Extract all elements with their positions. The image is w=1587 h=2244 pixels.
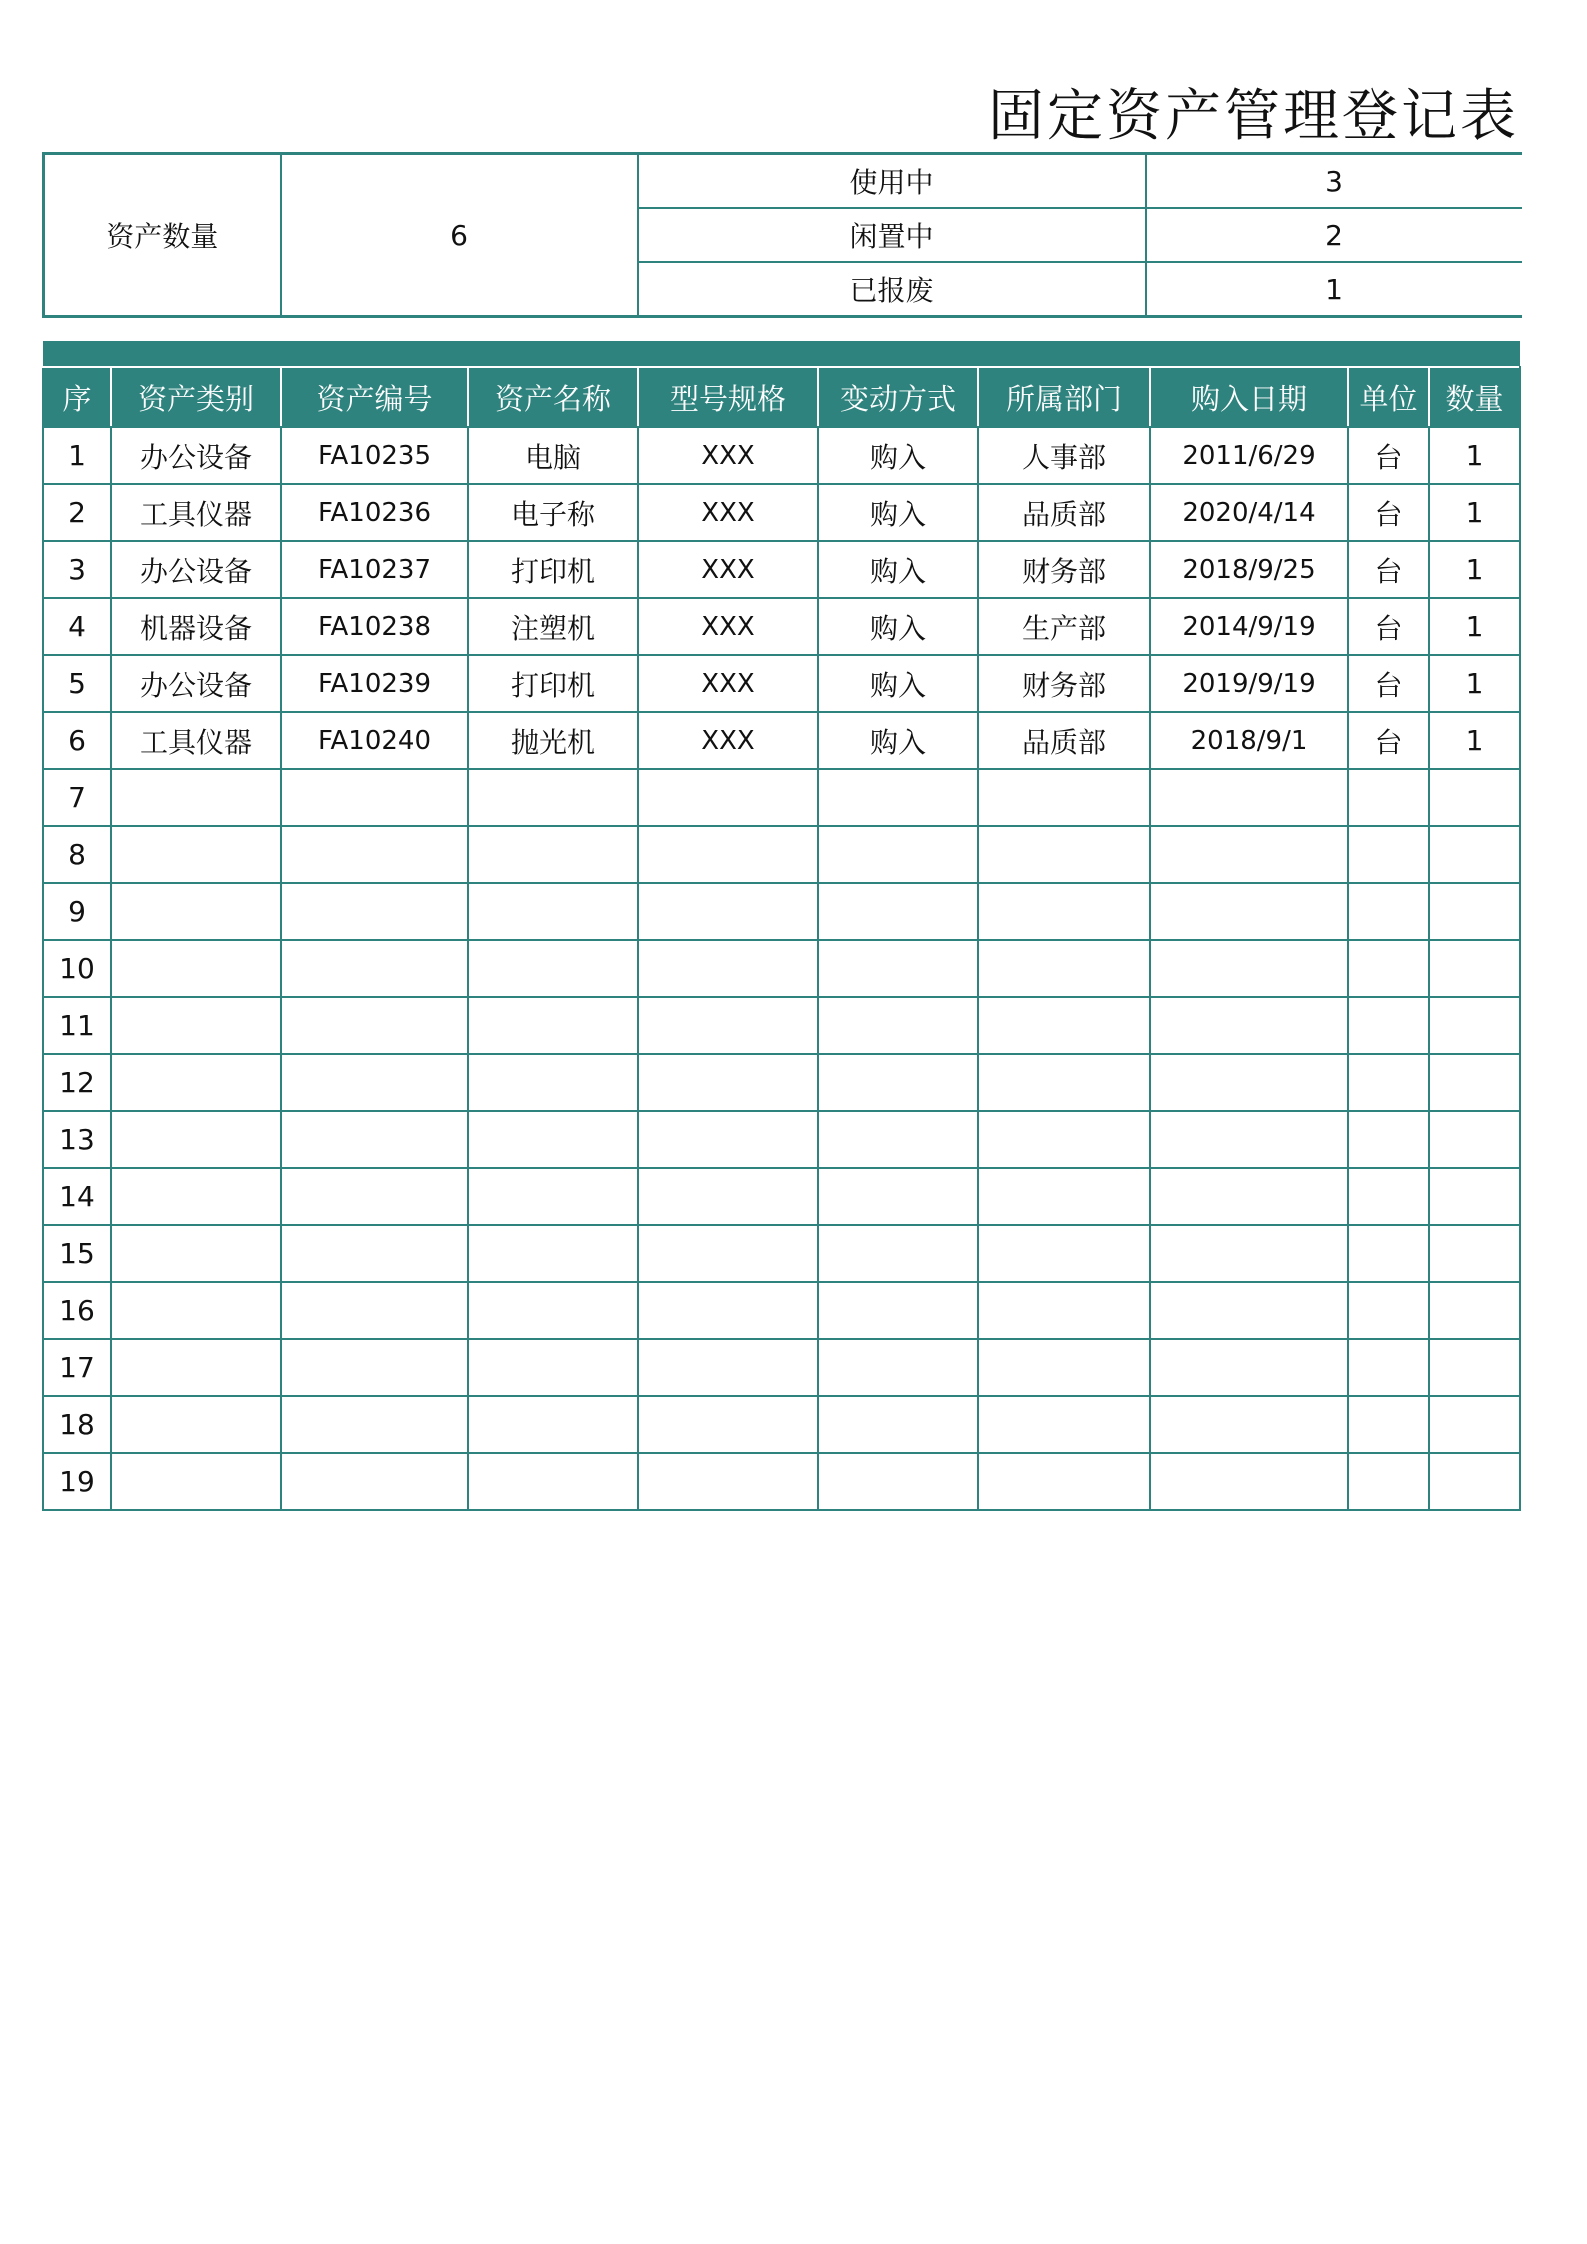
- cell-asset-id[interactable]: [281, 826, 468, 883]
- cell-asset-name[interactable]: [468, 883, 638, 940]
- cell-unit[interactable]: [1348, 769, 1429, 826]
- table-row: [43, 598, 1520, 655]
- cell-quantity[interactable]: 1: [1429, 655, 1520, 712]
- cell-index: 13: [43, 1111, 111, 1168]
- cell-purchase-date[interactable]: 2011/6/29: [1150, 427, 1348, 484]
- cell-category[interactable]: [111, 1453, 281, 1510]
- cell-quantity[interactable]: 1: [1429, 712, 1520, 769]
- cell-asset-name[interactable]: 打印机: [468, 655, 638, 712]
- cell-asset-id[interactable]: FA10236: [281, 484, 468, 541]
- asset-count-value[interactable]: 6: [281, 154, 638, 317]
- cell-purchase-date[interactable]: 2020/4/14: [1150, 484, 1348, 541]
- cell-change-type[interactable]: [818, 826, 978, 883]
- cell-department[interactable]: [978, 1453, 1150, 1510]
- cell-asset-name[interactable]: [468, 1111, 638, 1168]
- cell-change-type[interactable]: [818, 940, 978, 997]
- cell-purchase-date[interactable]: [1150, 1282, 1348, 1339]
- cell-index: 2: [43, 484, 111, 541]
- cell-department[interactable]: [978, 1054, 1150, 1111]
- cell-model[interactable]: [638, 1054, 818, 1111]
- cell-purchase-date[interactable]: [1150, 997, 1348, 1054]
- table-row: [43, 1111, 1520, 1168]
- cell-change-type[interactable]: [818, 769, 978, 826]
- col-header-unit: 单位: [1348, 367, 1429, 427]
- cell-asset-id[interactable]: [281, 1111, 468, 1168]
- cell-asset-id[interactable]: [281, 1225, 468, 1282]
- cell-change-type[interactable]: 购入: [818, 484, 978, 541]
- cell-quantity[interactable]: [1429, 1339, 1520, 1396]
- cell-asset-id[interactable]: FA10237: [281, 541, 468, 598]
- cell-index: 3: [43, 541, 111, 598]
- cell-quantity[interactable]: [1429, 826, 1520, 883]
- cell-index: 6: [43, 712, 111, 769]
- table-row: [43, 1168, 1520, 1225]
- table-header-row: [43, 367, 1520, 427]
- cell-category[interactable]: [111, 1111, 281, 1168]
- cell-category[interactable]: 办公设备: [111, 655, 281, 712]
- cell-index: 7: [43, 769, 111, 826]
- cell-unit[interactable]: [1348, 1453, 1429, 1510]
- cell-model[interactable]: [638, 1168, 818, 1225]
- header-band: [43, 341, 1520, 366]
- cell-department[interactable]: [978, 1282, 1150, 1339]
- cell-unit[interactable]: [1348, 1111, 1429, 1168]
- status-count-idle[interactable]: 2: [1146, 208, 1522, 262]
- cell-change-type[interactable]: 购入: [818, 427, 978, 484]
- cell-unit[interactable]: [1348, 1282, 1429, 1339]
- status-label-idle: 闲置中: [638, 208, 1146, 262]
- cell-quantity[interactable]: [1429, 1225, 1520, 1282]
- cell-unit[interactable]: 台: [1348, 655, 1429, 712]
- cell-quantity[interactable]: [1429, 1054, 1520, 1111]
- table-row: [43, 883, 1520, 940]
- cell-index: 14: [43, 1168, 111, 1225]
- cell-purchase-date[interactable]: [1150, 940, 1348, 997]
- cell-asset-id[interactable]: [281, 1396, 468, 1453]
- cell-department[interactable]: 财务部: [978, 655, 1150, 712]
- table-row: [43, 712, 1520, 769]
- cell-asset-id[interactable]: FA10235: [281, 427, 468, 484]
- cell-asset-id[interactable]: [281, 883, 468, 940]
- cell-purchase-date[interactable]: [1150, 1339, 1348, 1396]
- cell-category[interactable]: 工具仪器: [111, 484, 281, 541]
- cell-asset-id[interactable]: [281, 940, 468, 997]
- cell-model[interactable]: [638, 940, 818, 997]
- cell-department[interactable]: [978, 883, 1150, 940]
- col-header-purchase-date: 购入日期: [1150, 367, 1348, 427]
- cell-asset-id[interactable]: FA10240: [281, 712, 468, 769]
- cell-index: 5: [43, 655, 111, 712]
- col-header-asset-id: 资产编号: [281, 367, 468, 427]
- cell-quantity[interactable]: 1: [1429, 598, 1520, 655]
- cell-category[interactable]: [111, 1168, 281, 1225]
- cell-quantity[interactable]: [1429, 883, 1520, 940]
- cell-category[interactable]: [111, 1396, 281, 1453]
- table-row: [43, 484, 1520, 541]
- cell-asset-id[interactable]: [281, 769, 468, 826]
- cell-asset-name[interactable]: [468, 1054, 638, 1111]
- cell-change-type[interactable]: [818, 1225, 978, 1282]
- cell-model[interactable]: [638, 769, 818, 826]
- cell-asset-name[interactable]: [468, 769, 638, 826]
- cell-model[interactable]: [638, 1225, 818, 1282]
- table-row: [43, 769, 1520, 826]
- cell-department[interactable]: [978, 1225, 1150, 1282]
- cell-index: 9: [43, 883, 111, 940]
- cell-asset-name[interactable]: [468, 1282, 638, 1339]
- cell-quantity[interactable]: [1429, 1282, 1520, 1339]
- table-row: [43, 940, 1520, 997]
- cell-model[interactable]: XXX: [638, 598, 818, 655]
- cell-index: 11: [43, 997, 111, 1054]
- cell-change-type[interactable]: 购入: [818, 598, 978, 655]
- cell-change-type[interactable]: [818, 1396, 978, 1453]
- cell-purchase-date[interactable]: [1150, 1396, 1348, 1453]
- table-row: [43, 655, 1520, 712]
- col-header-category: 资产类别: [111, 367, 281, 427]
- table-row: [43, 427, 1520, 484]
- cell-asset-name[interactable]: [468, 1453, 638, 1510]
- cell-unit[interactable]: [1348, 1225, 1429, 1282]
- cell-department[interactable]: [978, 940, 1150, 997]
- cell-category[interactable]: [111, 940, 281, 997]
- cell-unit[interactable]: [1348, 940, 1429, 997]
- cell-asset-name[interactable]: [468, 1225, 638, 1282]
- cell-unit[interactable]: [1348, 1168, 1429, 1225]
- cell-change-type[interactable]: [818, 1054, 978, 1111]
- cell-quantity[interactable]: [1429, 1168, 1520, 1225]
- cell-asset-id[interactable]: FA10238: [281, 598, 468, 655]
- table-row: [43, 1453, 1520, 1510]
- cell-index: 1: [43, 427, 111, 484]
- status-count-in-use[interactable]: 3: [1146, 154, 1522, 209]
- cell-quantity[interactable]: [1429, 940, 1520, 997]
- cell-purchase-date[interactable]: [1150, 826, 1348, 883]
- cell-index: 4: [43, 598, 111, 655]
- cell-category[interactable]: [111, 883, 281, 940]
- cell-category[interactable]: [111, 1225, 281, 1282]
- cell-asset-name[interactable]: 电子称: [468, 484, 638, 541]
- col-header-model: 型号规格: [638, 367, 818, 427]
- cell-purchase-date[interactable]: [1150, 1225, 1348, 1282]
- cell-purchase-date[interactable]: 2018/9/1: [1150, 712, 1348, 769]
- cell-asset-name[interactable]: 注塑机: [468, 598, 638, 655]
- cell-category[interactable]: [111, 1282, 281, 1339]
- cell-unit[interactable]: 台: [1348, 484, 1429, 541]
- cell-category[interactable]: [111, 826, 281, 883]
- cell-asset-name[interactable]: [468, 1168, 638, 1225]
- cell-department[interactable]: 人事部: [978, 427, 1150, 484]
- cell-department[interactable]: [978, 1396, 1150, 1453]
- cell-quantity[interactable]: 1: [1429, 484, 1520, 541]
- cell-quantity[interactable]: [1429, 1396, 1520, 1453]
- cell-model[interactable]: [638, 1453, 818, 1510]
- cell-model[interactable]: [638, 1339, 818, 1396]
- cell-purchase-date[interactable]: 2019/9/19: [1150, 655, 1348, 712]
- cell-index: 8: [43, 826, 111, 883]
- cell-model[interactable]: XXX: [638, 541, 818, 598]
- cell-purchase-date[interactable]: [1150, 769, 1348, 826]
- cell-model[interactable]: XXX: [638, 712, 818, 769]
- cell-index: 17: [43, 1339, 111, 1396]
- cell-purchase-date[interactable]: 2018/9/25: [1150, 541, 1348, 598]
- cell-department[interactable]: [978, 1339, 1150, 1396]
- cell-index: 15: [43, 1225, 111, 1282]
- cell-quantity[interactable]: [1429, 1453, 1520, 1510]
- table-row: [43, 1339, 1520, 1396]
- cell-unit[interactable]: 台: [1348, 541, 1429, 598]
- cell-department[interactable]: 财务部: [978, 541, 1150, 598]
- cell-asset-name[interactable]: [468, 1339, 638, 1396]
- cell-asset-name[interactable]: [468, 997, 638, 1054]
- table-body: [43, 427, 1520, 1510]
- cell-purchase-date[interactable]: [1150, 1054, 1348, 1111]
- cell-department[interactable]: [978, 1111, 1150, 1168]
- status-count-scrapped[interactable]: 1: [1146, 262, 1522, 317]
- summary-row: [44, 154, 1522, 209]
- cell-model[interactable]: [638, 1111, 818, 1168]
- table-row: [43, 1054, 1520, 1111]
- cell-index: 18: [43, 1396, 111, 1453]
- cell-quantity[interactable]: 1: [1429, 427, 1520, 484]
- cell-change-type[interactable]: 购入: [818, 541, 978, 598]
- cell-asset-id[interactable]: [281, 1054, 468, 1111]
- table-row: [43, 1225, 1520, 1282]
- cell-category[interactable]: [111, 997, 281, 1054]
- cell-change-type[interactable]: [818, 1168, 978, 1225]
- asset-count-label: 资产数量: [44, 154, 281, 317]
- cell-department[interactable]: 品质部: [978, 712, 1150, 769]
- cell-purchase-date[interactable]: [1150, 1168, 1348, 1225]
- table-row: [43, 997, 1520, 1054]
- cell-category[interactable]: 办公设备: [111, 541, 281, 598]
- cell-asset-id[interactable]: FA10239: [281, 655, 468, 712]
- col-header-quantity: 数量: [1429, 367, 1520, 427]
- asset-table: [42, 366, 1521, 1511]
- cell-unit[interactable]: [1348, 883, 1429, 940]
- cell-category[interactable]: [111, 769, 281, 826]
- cell-asset-id[interactable]: [281, 1168, 468, 1225]
- cell-asset-name[interactable]: [468, 1396, 638, 1453]
- cell-category[interactable]: [111, 1054, 281, 1111]
- cell-change-type[interactable]: [818, 1111, 978, 1168]
- cell-index: 10: [43, 940, 111, 997]
- cell-model[interactable]: [638, 826, 818, 883]
- cell-asset-name[interactable]: 打印机: [468, 541, 638, 598]
- cell-index: 19: [43, 1453, 111, 1510]
- cell-asset-name[interactable]: 电脑: [468, 427, 638, 484]
- cell-category[interactable]: 机器设备: [111, 598, 281, 655]
- status-label-scrapped: 已报废: [638, 262, 1146, 317]
- cell-model[interactable]: XXX: [638, 655, 818, 712]
- cell-index: 12: [43, 1054, 111, 1111]
- cell-asset-name[interactable]: 抛光机: [468, 712, 638, 769]
- cell-model[interactable]: [638, 1282, 818, 1339]
- cell-category[interactable]: 工具仪器: [111, 712, 281, 769]
- col-header-index: 序: [43, 367, 111, 427]
- cell-change-type[interactable]: 购入: [818, 712, 978, 769]
- cell-unit[interactable]: 台: [1348, 712, 1429, 769]
- cell-purchase-date[interactable]: [1150, 1111, 1348, 1168]
- cell-asset-name[interactable]: [468, 826, 638, 883]
- cell-quantity[interactable]: [1429, 1111, 1520, 1168]
- cell-change-type[interactable]: 购入: [818, 655, 978, 712]
- col-header-change-type: 变动方式: [818, 367, 978, 427]
- cell-department[interactable]: [978, 826, 1150, 883]
- table-row: [43, 541, 1520, 598]
- cell-category[interactable]: [111, 1339, 281, 1396]
- cell-model[interactable]: [638, 883, 818, 940]
- col-header-department: 所属部门: [978, 367, 1150, 427]
- cell-department[interactable]: 生产部: [978, 598, 1150, 655]
- cell-asset-name[interactable]: [468, 940, 638, 997]
- cell-model[interactable]: XXX: [638, 427, 818, 484]
- cell-change-type[interactable]: [818, 883, 978, 940]
- cell-quantity[interactable]: [1429, 769, 1520, 826]
- cell-unit[interactable]: [1348, 826, 1429, 883]
- table-row: [43, 1282, 1520, 1339]
- cell-unit[interactable]: [1348, 1339, 1429, 1396]
- cell-unit[interactable]: [1348, 997, 1429, 1054]
- cell-category[interactable]: 办公设备: [111, 427, 281, 484]
- cell-quantity[interactable]: [1429, 997, 1520, 1054]
- cell-asset-id[interactable]: [281, 1339, 468, 1396]
- cell-unit[interactable]: [1348, 1396, 1429, 1453]
- cell-unit[interactable]: [1348, 1054, 1429, 1111]
- cell-asset-id[interactable]: [281, 1453, 468, 1510]
- col-header-asset-name: 资产名称: [468, 367, 638, 427]
- cell-asset-id[interactable]: [281, 997, 468, 1054]
- cell-change-type[interactable]: [818, 1339, 978, 1396]
- cell-purchase-date[interactable]: [1150, 883, 1348, 940]
- cell-asset-id[interactable]: [281, 1282, 468, 1339]
- cell-department[interactable]: 品质部: [978, 484, 1150, 541]
- cell-index: 16: [43, 1282, 111, 1339]
- cell-model[interactable]: [638, 997, 818, 1054]
- cell-purchase-date[interactable]: 2014/9/19: [1150, 598, 1348, 655]
- page-title: 固定资产管理登记表: [988, 84, 1519, 149]
- cell-unit[interactable]: 台: [1348, 427, 1429, 484]
- cell-change-type[interactable]: [818, 1453, 978, 1510]
- table-row: [43, 1396, 1520, 1453]
- cell-model[interactable]: XXX: [638, 484, 818, 541]
- table-row: [43, 826, 1520, 883]
- cell-change-type[interactable]: [818, 1282, 978, 1339]
- cell-department[interactable]: [978, 997, 1150, 1054]
- cell-model[interactable]: [638, 1396, 818, 1453]
- cell-change-type[interactable]: [818, 997, 978, 1054]
- cell-department[interactable]: [978, 1168, 1150, 1225]
- cell-quantity[interactable]: 1: [1429, 541, 1520, 598]
- status-label-in-use: 使用中: [638, 154, 1146, 209]
- cell-purchase-date[interactable]: [1150, 1453, 1348, 1510]
- cell-unit[interactable]: 台: [1348, 598, 1429, 655]
- cell-department[interactable]: [978, 769, 1150, 826]
- summary-table: [42, 152, 1522, 318]
